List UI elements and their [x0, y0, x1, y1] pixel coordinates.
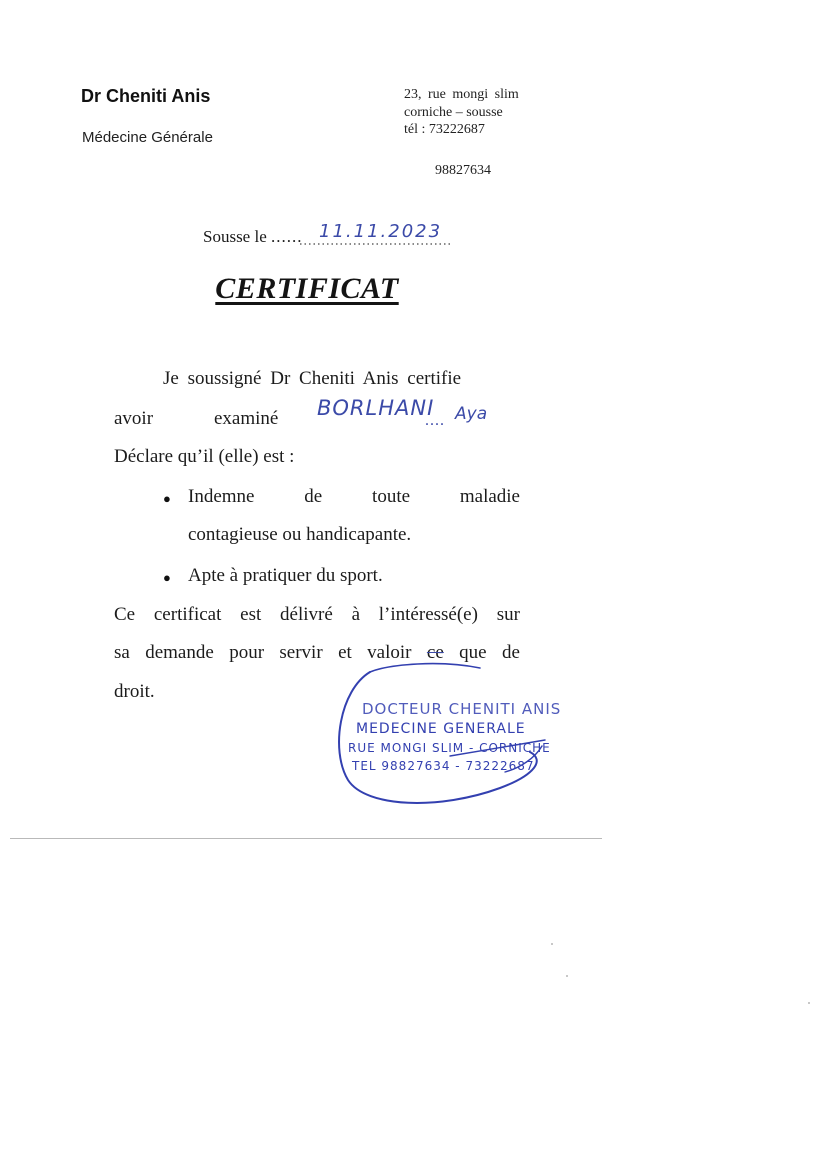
closing-word: est — [240, 604, 262, 625]
doctor-name: Dr Cheniti Anis — [81, 86, 211, 106]
closing-line-1 — [114, 604, 520, 626]
body-line-3: Déclare qu’il (elle) est : — [114, 446, 295, 467]
patient-dots: .... — [425, 412, 445, 429]
date-dots: ...... — [271, 227, 303, 246]
body-word-examine: examiné — [214, 408, 279, 429]
bullet-icon: ● — [163, 491, 171, 506]
closing-word: sur — [496, 604, 520, 625]
closing-word: délivré — [280, 604, 333, 625]
closing-word: ce — [426, 642, 444, 663]
date-dotted-fill — [300, 242, 450, 246]
stamp-line-2: MEDECINE GENERALE — [356, 721, 526, 737]
list-item-1-line-2: contagieuse ou handicapante. — [188, 524, 412, 545]
closing-word: valoir — [367, 642, 412, 663]
date-line — [203, 227, 303, 247]
phone-line: tél : 73222687 — [404, 122, 485, 137]
bullet-icon: ● — [163, 570, 171, 585]
list-word: Indemne — [188, 486, 255, 507]
handwritten-patient-firstname: Aya — [455, 404, 488, 424]
body-word-avoir: avoir — [114, 408, 154, 429]
closing-word: que — [459, 642, 487, 663]
doctor-specialty: Médecine Générale — [82, 129, 213, 146]
closing-word: servir — [279, 642, 323, 663]
closing-word: demande — [145, 642, 214, 663]
closing-word: à — [351, 604, 360, 625]
closing-word: certificat — [153, 604, 222, 625]
address-line-1: 23, rue mongi slim — [404, 87, 519, 102]
list-word: toute — [372, 486, 411, 507]
closing-word: l’intéressé(e) — [378, 604, 478, 625]
paper-cut-line — [10, 838, 602, 839]
date-prefix: Sousse le — [203, 227, 267, 246]
list-word: de — [304, 486, 323, 507]
closing-word: sa — [114, 642, 130, 663]
list-word: maladie — [459, 486, 520, 507]
stamp-line-3: RUE MONGI SLIM - CORNICHE — [348, 741, 551, 755]
handwritten-patient-surname: BORLHANI — [317, 396, 435, 420]
closing-word: de — [501, 642, 520, 663]
closing-word: pour — [229, 642, 265, 663]
stamp-line-4: TEL 98827634 - 73222687 — [352, 759, 535, 773]
scan-speck — [808, 1002, 810, 1004]
mobile-number: 98827634 — [435, 163, 491, 178]
address-line-2: corniche – sousse — [404, 105, 503, 120]
closing-line-3: droit. — [114, 681, 155, 702]
list-item-2: Apte à pratiquer du sport. — [188, 565, 383, 586]
certificate-title: CERTIFICAT — [215, 272, 399, 305]
scan-speck — [566, 975, 568, 977]
closing-word: et — [338, 642, 352, 663]
body-line-1: Je soussigné Dr Cheniti Anis certifie — [163, 368, 462, 389]
handwritten-date: 11.11.2023 — [319, 221, 443, 242]
scan-speck — [551, 943, 553, 945]
closing-word: Ce — [114, 604, 136, 625]
stamp-line-1: DOCTEUR CHENITI ANIS — [362, 700, 562, 718]
list-item-1-line-1 — [188, 486, 520, 508]
